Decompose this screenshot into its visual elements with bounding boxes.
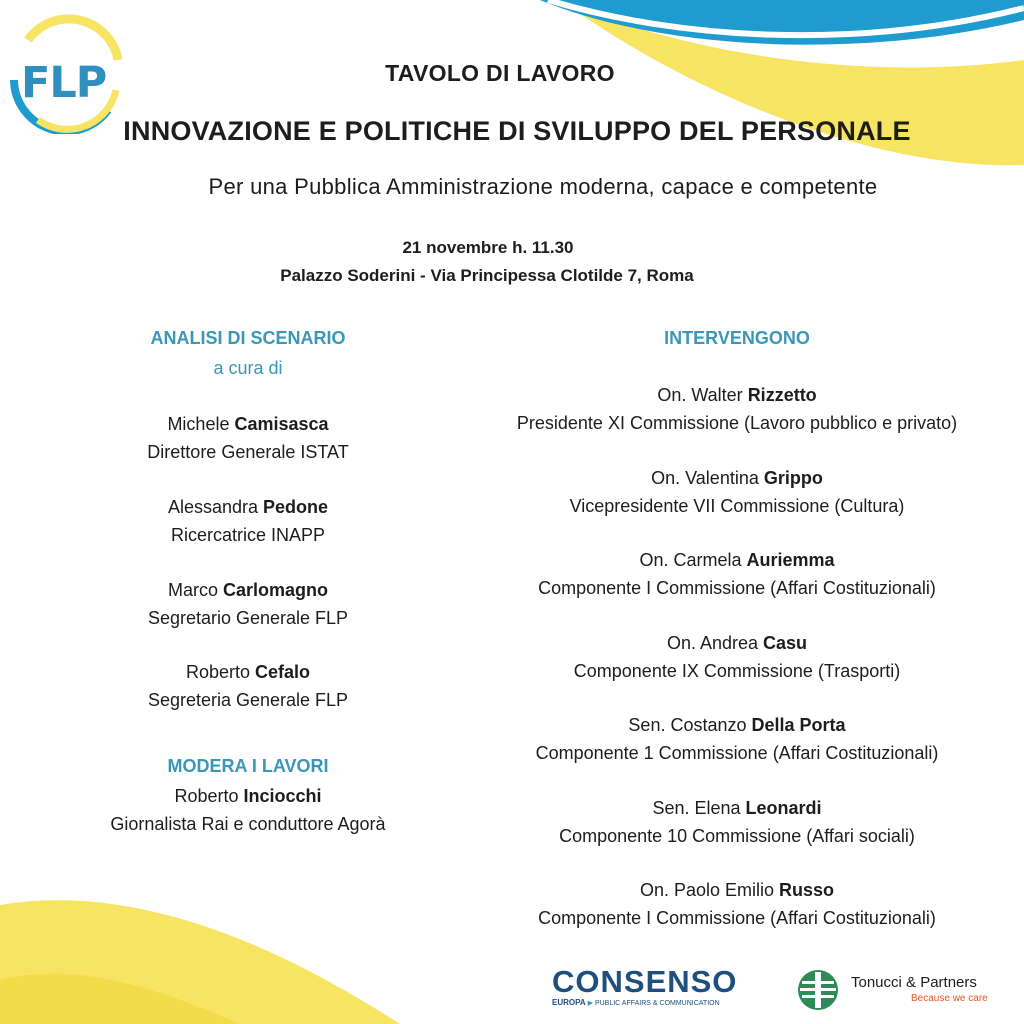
speaker-role: Componente I Commissione (Affari Costituzionali) bbox=[538, 578, 936, 598]
moderator-role: Giornalista Rai e conduttore Agorà bbox=[110, 814, 386, 834]
speaker-role: Direttore Generale ISTAT bbox=[147, 442, 349, 462]
consenso-arrow-icon: ▶ bbox=[587, 1000, 593, 1007]
speaker-role: Segretario Generale FLP bbox=[147, 608, 349, 628]
event-date: 21 novembre h. 11.30 bbox=[402, 238, 574, 257]
speaker-last-name: Grippo bbox=[763, 468, 823, 488]
analysis-heading: ANALISI DI SCENARIO bbox=[150, 328, 346, 348]
speaker-role: Ricercatrice INAPP bbox=[170, 525, 326, 545]
speaker-first-name: On. Andrea bbox=[666, 633, 759, 653]
event-venue: Palazzo Soderini - Via Principessa Clotilde 7, Roma bbox=[280, 266, 694, 285]
speaker-name bbox=[450, 629, 1024, 657]
speaker-first-name: Michele bbox=[167, 414, 230, 434]
speaker-last-name: Camisasca bbox=[234, 414, 329, 434]
speaker-first-name: On. Carmela bbox=[639, 550, 742, 570]
speaker-last-name: Leonardi bbox=[745, 798, 822, 818]
list-item bbox=[450, 711, 1024, 767]
speaker-last-name: Auriemma bbox=[746, 550, 835, 570]
speaker-name bbox=[450, 876, 1024, 904]
list-item bbox=[450, 381, 1024, 437]
tonucci-logo bbox=[796, 968, 1006, 1012]
speaker-name bbox=[450, 794, 1024, 822]
moderator-name bbox=[0, 782, 496, 810]
speaker-last-name: Carlomagno bbox=[223, 580, 329, 600]
moderator-heading: MODERA I LAVORI bbox=[167, 756, 329, 776]
speaker-last-name: Della Porta bbox=[751, 715, 846, 735]
tonucci-name: Tonucci & Partners bbox=[851, 974, 977, 991]
speaker-first-name: Sen. Elena bbox=[652, 798, 741, 818]
speaker-first-name: Sen. Costanzo bbox=[628, 715, 747, 735]
speaker-last-name: Pedone bbox=[263, 497, 329, 517]
speaker-first-name: Alessandra bbox=[167, 497, 259, 517]
page-title: TAVOLO DI LAVORO bbox=[385, 60, 615, 86]
list-item bbox=[0, 658, 496, 714]
speaker-role: Componente IX Commissione (Trasporti) bbox=[573, 661, 901, 681]
page-tagline: Per una Pubblica Amministrazione moderna, capace e competente bbox=[208, 174, 878, 199]
tonucci-globe-icon bbox=[796, 968, 840, 1012]
list-item bbox=[0, 576, 496, 632]
speaker-role: Vicepresidente VII Commissione (Cultura) bbox=[569, 496, 905, 516]
speaker-role: Segreteria Generale FLP bbox=[147, 690, 349, 710]
speakers-heading: INTERVENGONO bbox=[664, 328, 810, 348]
speaker-name bbox=[450, 546, 1024, 574]
consenso-tagline: PUBLIC AFFAIRS & COMMUNICATION bbox=[594, 1000, 720, 1007]
moderator bbox=[0, 782, 496, 838]
consenso-subline bbox=[552, 998, 737, 1009]
speaker-name bbox=[450, 381, 1024, 409]
speaker-first-name: On. Valentina bbox=[651, 468, 759, 488]
page-subtitle: INNOVAZIONE E POLITICHE DI SVILUPPO DEL PERSONALE bbox=[123, 116, 911, 146]
speaker-last-name: Russo bbox=[779, 880, 835, 900]
speaker-name bbox=[0, 658, 496, 686]
speaker-role: Componente 1 Commissione (Affari Costituzionali) bbox=[535, 743, 939, 763]
moderator-last-name: Inciocchi bbox=[243, 786, 322, 806]
speaker-first-name: On. Walter bbox=[657, 385, 743, 405]
consenso-logo bbox=[552, 966, 737, 1009]
list-item bbox=[0, 410, 496, 466]
speaker-name bbox=[0, 493, 496, 521]
list-item bbox=[450, 464, 1024, 520]
speaker-name bbox=[0, 576, 496, 604]
list-item bbox=[450, 546, 1024, 602]
consenso-name: CONSENSO bbox=[552, 964, 738, 999]
analysis-subheading: a cura di bbox=[213, 358, 283, 378]
speaker-last-name: Casu bbox=[763, 633, 808, 653]
speaker-last-name: Cefalo bbox=[255, 662, 311, 682]
speaker-role: Presidente XI Commissione (Lavoro pubblico e privato) bbox=[516, 413, 958, 433]
speaker-first-name: Roberto bbox=[185, 662, 250, 682]
consenso-region: EUROPA bbox=[552, 998, 586, 1007]
speaker-name bbox=[0, 410, 496, 438]
list-item bbox=[0, 493, 496, 549]
speaker-first-name: On. Paolo Emilio bbox=[639, 880, 775, 900]
speaker-name bbox=[450, 464, 1024, 492]
tonucci-tagline: Because we care bbox=[911, 993, 988, 1004]
list-item bbox=[450, 876, 1024, 932]
list-item bbox=[450, 794, 1024, 850]
speaker-name bbox=[450, 711, 1024, 739]
speaker-role: Componente I Commissione (Affari Costituzionali) bbox=[538, 908, 936, 928]
speaker-first-name: Marco bbox=[167, 580, 218, 600]
speaker-last-name: Rizzetto bbox=[747, 385, 817, 405]
moderator-first-name: Roberto bbox=[174, 786, 239, 806]
list-item bbox=[450, 629, 1024, 685]
speaker-role: Componente 10 Commissione (Affari sociali) bbox=[559, 826, 915, 846]
flp-logo-text: FLP bbox=[21, 58, 107, 108]
